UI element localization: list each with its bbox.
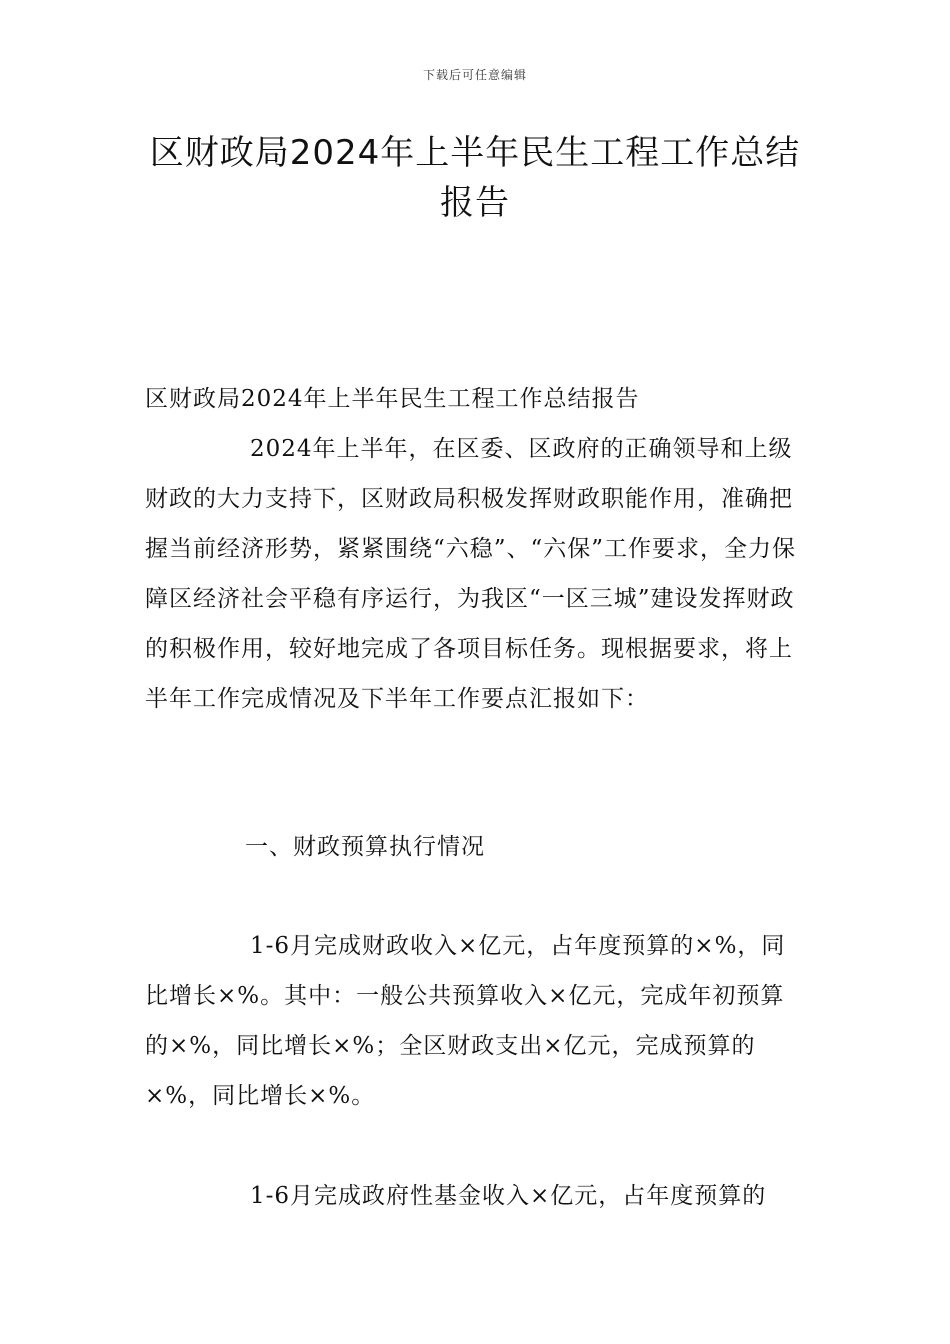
section-heading: 一、财政预算执行情况	[245, 834, 485, 860]
paragraph-overview: 2024年上半年，在区委、区政府的正确领导和上级财政的大力支持下，区财政局积极发挥财政职能作用，准确把握当前经济形势，紧紧围绕“六稳”、“六保”工作要求，全力保障区经济社会平稳有序运行，为我区“一区三城”建设发挥财政的积极作用，较好地完成了各项目标任务。现根据要求，将上半年工作完成情况及下半年工作要点汇报如下：	[145, 436, 797, 712]
document-title: 区财政局2024年上半年民生工程工作总结报告	[149, 133, 801, 223]
header-note: 下载后可任意编辑	[422, 68, 527, 82]
intro-line: 区财政局2024年上半年民生工程工作总结报告	[145, 386, 640, 412]
paragraph-fund-revenue: 1-6月完成政府性基金收入×亿元，占年度预算的	[250, 1183, 767, 1209]
paragraph-fiscal-revenue: 1-6月完成财政收入×亿元，占年度预算的×%，同比增长×%。其中：一般公共预算收入×亿元，完成年初预算的×%，同比增长×%；全区财政支出×亿元，完成预算的×%，同比增长×%。	[145, 933, 786, 1109]
